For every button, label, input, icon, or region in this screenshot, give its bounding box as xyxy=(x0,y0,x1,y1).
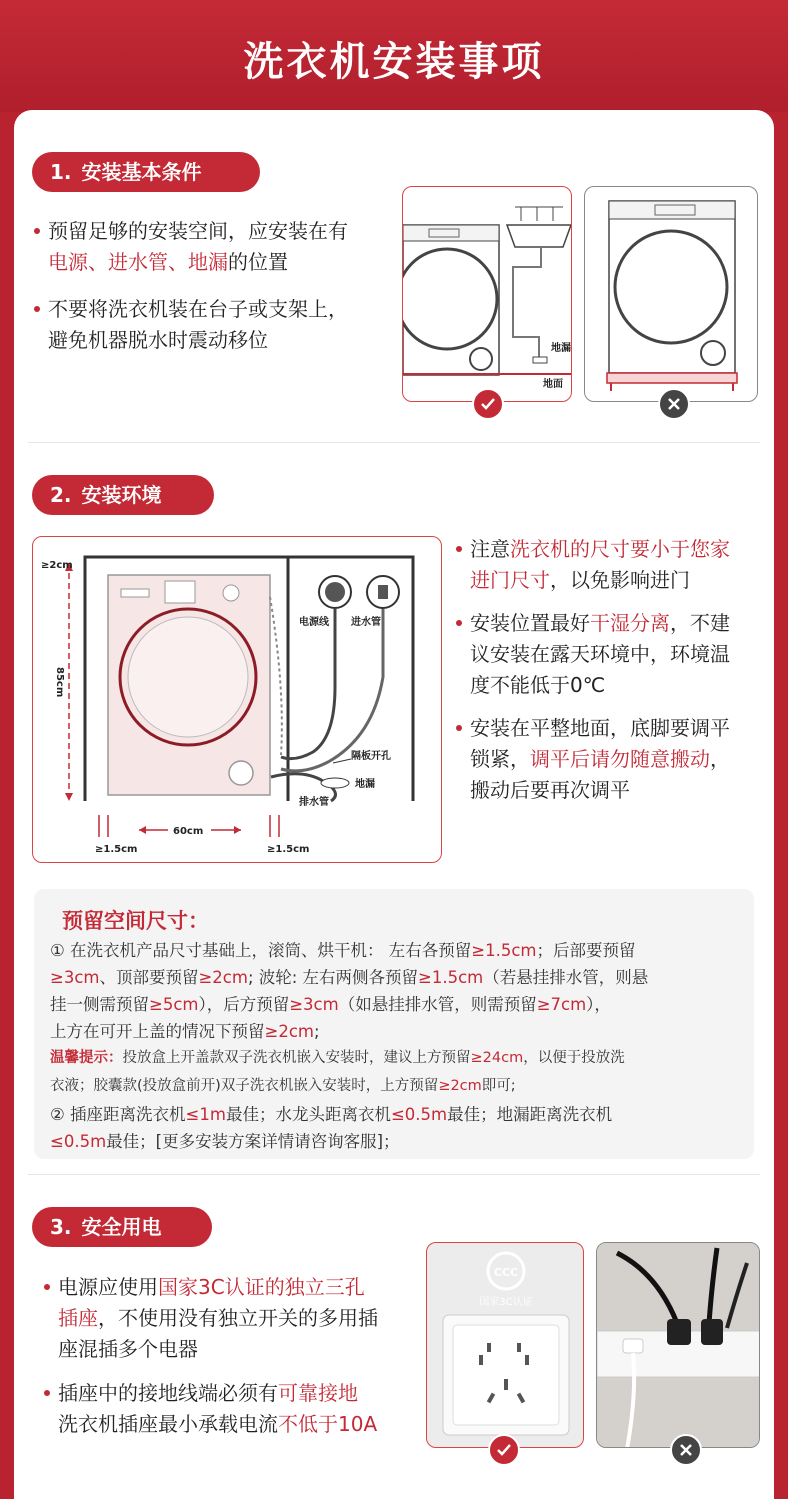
correct-check-icon xyxy=(472,388,504,420)
note-l2-value-2: ≥2cm xyxy=(198,968,248,987)
divider xyxy=(28,1174,760,1175)
s2-bullet-2 xyxy=(470,608,730,701)
note-l4-value: ≥2cm xyxy=(264,1022,314,1041)
tip-text-b: ，以便于投放洗 xyxy=(523,1050,625,1066)
s2-b1-highlight-2: 进门尺寸 xyxy=(470,568,550,592)
page-title: 洗衣机安装事项 xyxy=(243,39,545,85)
s3-b2-pre: 插座中的接地线端必须有 xyxy=(58,1381,278,1405)
s1-figure-wrong xyxy=(584,186,758,402)
note-l2-value-1: ≥3cm xyxy=(50,968,100,987)
s3-figure-correct xyxy=(426,1242,584,1448)
bullet-dot-icon xyxy=(456,546,462,552)
note-l2-text-c: （若悬挂排水管，则悬 xyxy=(483,968,649,987)
section-2-heading xyxy=(32,475,214,515)
wrong-cross-icon xyxy=(658,388,690,420)
s3-b2-highlight-2: 不低于10A xyxy=(278,1412,378,1436)
note-l4-post: ; xyxy=(313,1022,320,1041)
bullet-dot-icon xyxy=(44,1284,50,1290)
floor-label: 地面 xyxy=(543,379,563,390)
note-line-4 xyxy=(50,1018,320,1042)
note-l3-text-a: 挂一侧需预留 xyxy=(50,995,149,1014)
s3-figure-wrong xyxy=(596,1242,760,1448)
s2-b3-pre: 锁紧， xyxy=(470,747,530,771)
note-l7-value-1: ≤1m xyxy=(185,1105,226,1124)
note-line-3 xyxy=(50,991,611,1015)
top-gap-label: ≥2cm xyxy=(41,560,73,571)
height-label: 85cm xyxy=(54,667,65,698)
s2-bullet-1 xyxy=(470,534,730,596)
s2-bullet-3 xyxy=(470,713,730,806)
note-l3-text-b: ），后方预留 xyxy=(198,995,290,1014)
s2-dimension-diagram xyxy=(32,536,442,863)
note-l3-text-c: （如悬挂排水管，则需预留 xyxy=(338,995,537,1014)
bullet-dot-icon xyxy=(34,306,40,312)
note-l1-value: ≥1.5cm xyxy=(471,941,537,960)
note-l8-text: 最佳；[更多安装方案详情请咨询客服]； xyxy=(106,1132,400,1151)
washer-on-stand-illustration xyxy=(585,187,758,402)
side-left-label: ≥1.5cm xyxy=(95,844,138,855)
power-label: 电源线 xyxy=(299,617,329,628)
section-3-title: 安全用电 xyxy=(81,1215,162,1239)
note-l3-value-2: ≥3cm xyxy=(289,995,339,1014)
s3-bullet-1 xyxy=(58,1272,378,1365)
s2-b3-line1: 安装在平整地面，底脚要调平 xyxy=(470,716,730,740)
tip-label: 温馨提示： xyxy=(50,1050,123,1066)
note-l1-post: ；后部要预留 xyxy=(536,941,636,960)
s1-figure-correct xyxy=(402,186,572,402)
space-reservation-note xyxy=(34,889,754,1159)
width-label: 60cm xyxy=(173,826,204,837)
s1-b1-highlight: 电源、进水管、地漏 xyxy=(48,250,228,274)
installation-dimension-illustration xyxy=(33,537,442,863)
note-l8-value: ≤0.5m xyxy=(50,1132,107,1151)
s2-b2-post: ，不建 xyxy=(670,611,730,635)
note-l3-text-d: ）， xyxy=(586,995,611,1014)
section-1-heading xyxy=(32,152,260,192)
s1-bullet-1 xyxy=(48,216,348,278)
bullet-dot-icon xyxy=(34,228,40,234)
section-2-title: 安装环境 xyxy=(81,483,162,507)
note-line-1 xyxy=(50,937,636,961)
bullet-dot-icon xyxy=(44,1390,50,1396)
note-tip-line-2 xyxy=(50,1074,516,1095)
note-l3-value-3: ≥7cm xyxy=(536,995,587,1014)
section-3-number: 3. xyxy=(50,1215,72,1239)
note-l2-text-a: 、顶部要预留 xyxy=(99,968,199,987)
note-l7-text-c: 最佳；地漏距离洗衣机 xyxy=(447,1105,613,1124)
section-2-number: 2. xyxy=(50,483,72,507)
s2-b3-line3: 搬动后要再次调平 xyxy=(470,778,630,802)
s3-b1-highlight-2: 插座 xyxy=(58,1306,98,1330)
note-l1-text: ① 在洗衣机产品尺寸基础上，滚筒、烘干机： 左右各预留 xyxy=(50,941,472,960)
note-l4-text: 上方在可开上盖的情况下预留 xyxy=(50,1022,265,1041)
note-line-8 xyxy=(50,1128,400,1152)
section-3-heading xyxy=(32,1207,212,1247)
note-tip-line-1 xyxy=(50,1046,625,1067)
hole-label: 隔板开孔 xyxy=(351,751,391,762)
drain-label: 地漏 xyxy=(551,343,571,354)
note-l7-value-2: ≤0.5m xyxy=(390,1105,448,1124)
tip2-value: ≥2cm xyxy=(438,1078,482,1094)
s3-bullet-2 xyxy=(58,1378,377,1440)
s1-b2-line2: 避免机器脱水时震动移位 xyxy=(48,328,268,352)
note-line-2 xyxy=(50,964,648,988)
note-title: 预留空间尺寸： xyxy=(62,909,209,933)
s1-b2-line1: 不要将洗衣机装在台子或支架上， xyxy=(48,297,348,321)
s3-b1-line2: ，不使用没有独立开关的多用插 xyxy=(98,1306,378,1330)
s3-b1-line3: 座混插多个电器 xyxy=(58,1337,198,1361)
divider xyxy=(28,442,760,443)
s2-b1-highlight: 洗衣机的尺寸要小于您家 xyxy=(510,537,730,561)
drain-pipe-label: 排水管 xyxy=(299,797,329,808)
page-header xyxy=(0,0,788,112)
s2-b2-highlight: 干湿分离 xyxy=(590,611,670,635)
note-l7-text-a: ② 插座距离洗衣机 xyxy=(50,1105,186,1124)
s3-b1-pre: 电源应使用 xyxy=(58,1275,158,1299)
s2-b2-pre: 安装位置最好 xyxy=(470,611,590,635)
side-right-label: ≥1.5cm xyxy=(267,844,310,855)
note-l3-value-1: ≥5cm xyxy=(149,995,199,1014)
three-hole-socket-illustration xyxy=(427,1243,584,1448)
s1-bullet-2 xyxy=(48,294,348,356)
note-l2-value-3: ≥1.5cm xyxy=(418,968,484,987)
s2-b1-post: ，以免影响进门 xyxy=(550,568,690,592)
ccc-logo-text: CCC xyxy=(493,1266,519,1279)
bullet-dot-icon xyxy=(456,725,462,731)
section-1-number: 1. xyxy=(50,160,72,184)
section-1-title: 安装基本条件 xyxy=(81,160,202,184)
drain-label: 地漏 xyxy=(355,779,375,790)
s2-b2-line3: 度不能低于0℃ xyxy=(470,673,606,697)
ccc-certification-label: 国家3C认证 xyxy=(479,1297,533,1308)
power-strip-photo xyxy=(597,1243,760,1448)
note-line-7 xyxy=(50,1101,612,1125)
s3-b1-highlight: 国家3C认证的独立三孔 xyxy=(158,1275,365,1299)
content-card xyxy=(14,110,774,1499)
tip2-text-b: 即可; xyxy=(481,1078,516,1094)
note-l2-text-b: ; 波轮: 左右两侧各预留 xyxy=(247,968,419,987)
s2-b2-line2: 议安装在露天环境中，环境温 xyxy=(470,642,730,666)
tip-value: ≥24cm xyxy=(470,1050,524,1066)
s2-b1-pre: 注意 xyxy=(470,537,510,561)
tip2-text-a: 衣液；胶囊款(投放盒前开)双子洗衣机嵌入安装时，上方预留 xyxy=(50,1078,439,1094)
s1-b1-post: 的位置 xyxy=(228,250,288,274)
s2-b3-highlight: 调平后请勿随意搬动 xyxy=(530,747,710,771)
inlet-label: 进水管 xyxy=(351,617,381,628)
tip-text-a: 投放盒上开盖款双子洗衣机嵌入安装时，建议上方预留 xyxy=(122,1050,471,1066)
bullet-dot-icon xyxy=(456,620,462,626)
s3-b2-line2: 洗衣机插座最小承载电流 xyxy=(58,1412,278,1436)
s1-b1-line1: 预留足够的安装空间，应安装在有 xyxy=(48,219,348,243)
s2-b3-post: ， xyxy=(710,747,730,771)
wrong-cross-icon xyxy=(670,1434,702,1466)
correct-check-icon xyxy=(488,1434,520,1466)
s3-b2-highlight: 可靠接地 xyxy=(278,1381,358,1405)
washer-with-drain-illustration xyxy=(403,187,572,402)
note-l7-text-b: 最佳；水龙头距离衣机 xyxy=(225,1105,391,1124)
